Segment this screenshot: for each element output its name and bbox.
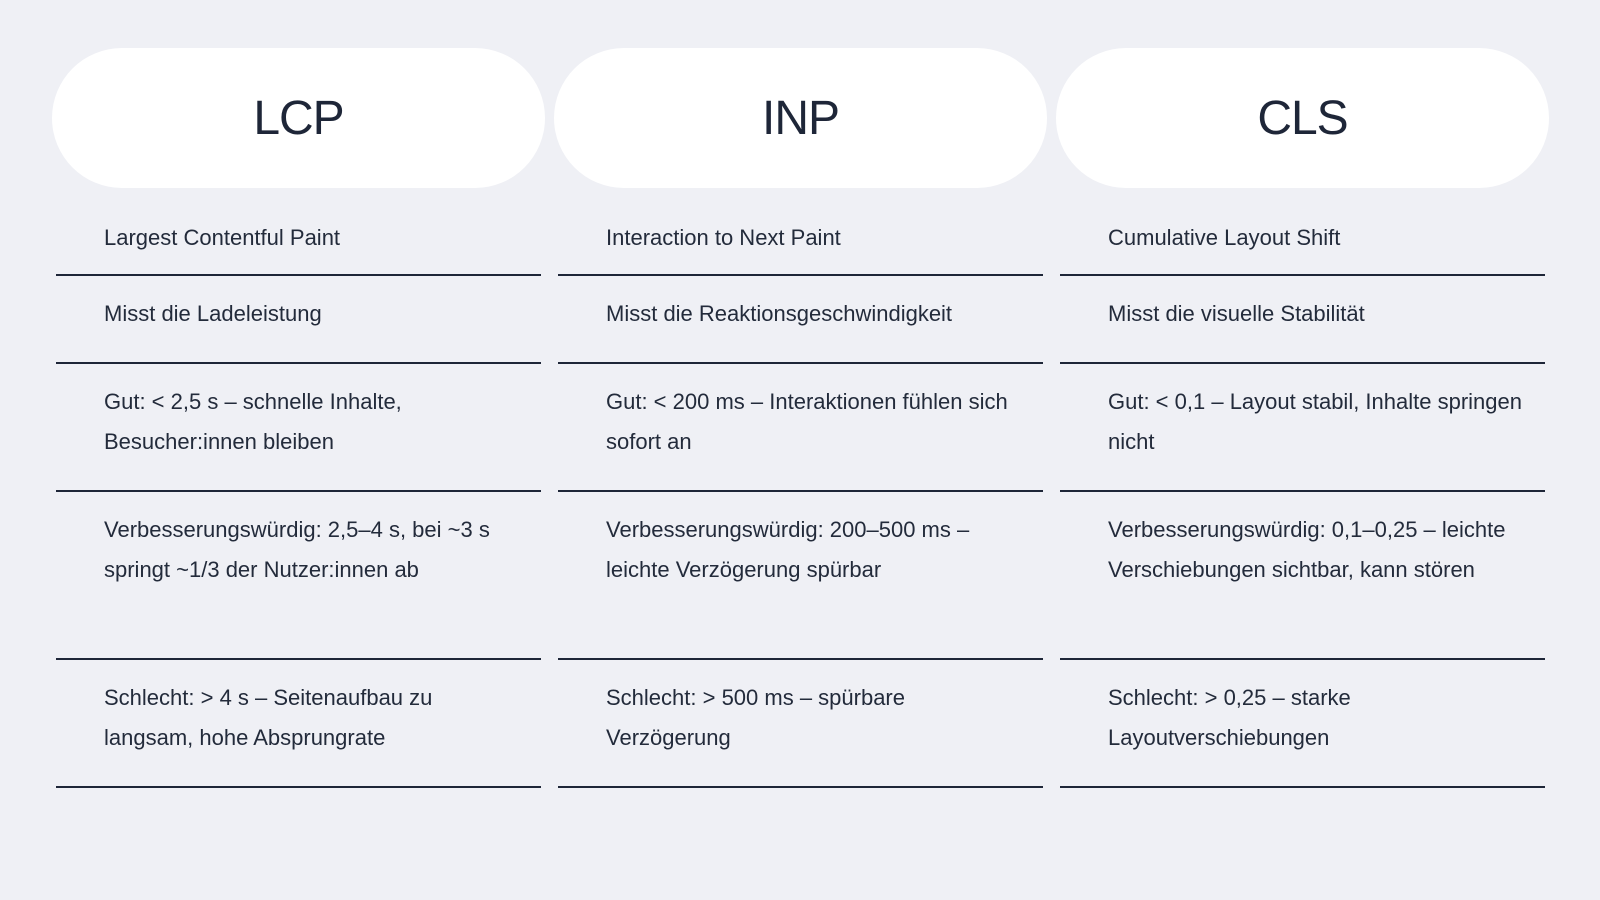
metric-poor: Schlecht: > 4 s – Seitenaufbau zu langsam, hohe Absprungrate	[56, 660, 541, 788]
column-cls	[1056, 48, 1549, 788]
metric-title: CLS	[1056, 48, 1549, 188]
metric-good: Gut: < 200 ms – Interaktionen fühlen sich sofort an	[558, 364, 1043, 492]
metric-subtitle: Interaction to Next Paint	[558, 208, 1043, 276]
metric-title: LCP	[52, 48, 545, 188]
metric-subtitle: Largest Contentful Paint	[56, 208, 541, 276]
metric-rows	[558, 208, 1043, 788]
metric-good: Gut: < 0,1 – Layout stabil, Inhalte springen nicht	[1060, 364, 1545, 492]
metric-rows	[1060, 208, 1545, 788]
metric-good: Gut: < 2,5 s – schnelle Inhalte, Besucher:innen bleiben	[56, 364, 541, 492]
metric-measure: Misst die Reaktionsgeschwindigkeit	[558, 276, 1043, 364]
metric-needs-improvement: Verbesserungswürdig: 200–500 ms – leichte Verzögerung spürbar	[558, 492, 1043, 660]
metric-needs-improvement: Verbesserungswürdig: 0,1–0,25 – leichte Verschiebungen sichtbar, kann stören	[1060, 492, 1545, 660]
metric-needs-improvement: Verbesserungswürdig: 2,5–4 s, bei ~3 s springt ~1/3 der Nutzer:innen ab	[56, 492, 541, 660]
metric-measure: Misst die visuelle Stabilität	[1060, 276, 1545, 364]
column-inp	[554, 48, 1047, 788]
metric-measure: Misst die Ladeleistung	[56, 276, 541, 364]
metric-subtitle: Cumulative Layout Shift	[1060, 208, 1545, 276]
metric-title: INP	[554, 48, 1047, 188]
metrics-grid	[52, 48, 1549, 788]
metric-poor: Schlecht: > 500 ms – spürbare Verzögerung	[558, 660, 1043, 788]
column-lcp	[52, 48, 545, 788]
metric-poor: Schlecht: > 0,25 – starke Layoutverschiebungen	[1060, 660, 1545, 788]
metric-rows	[56, 208, 541, 788]
